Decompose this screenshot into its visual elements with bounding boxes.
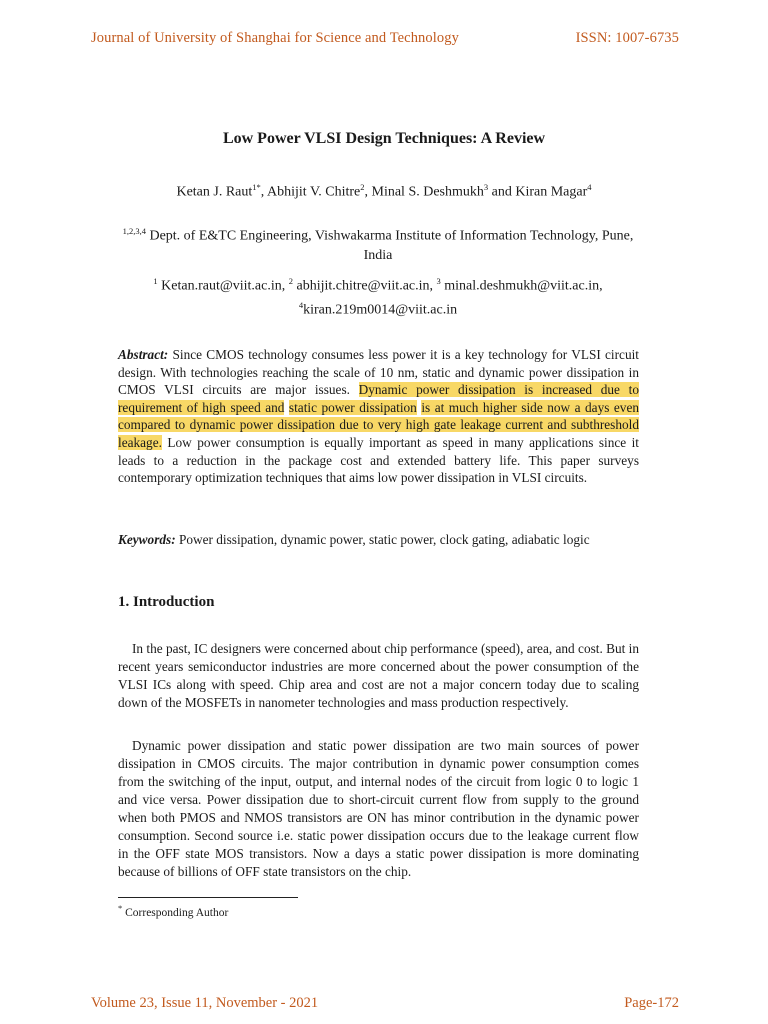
author-name: Ketan J. Raut <box>176 184 253 200</box>
paragraph: In the past, IC designers were concerned about chip performance (speed), area, and cost. But in recent years semiconductor industries are more concerned about the power consumption of the VLSI ICs along with speed. Chip area and cost are not a major concern today due to scaling down of the MOSFETs in nanometer technologies and mass production respectively. <box>118 641 639 710</box>
highlighted-text: Dynamic power dissipation is increased due to requirement of high speed and <box>118 382 639 415</box>
affiliation <box>118 222 638 265</box>
email: abhijit.chitre@viit.ac.in, <box>292 278 437 294</box>
footnote-sup: * <box>118 903 123 913</box>
email: kiran.219m0014@viit.ac.in <box>303 302 458 318</box>
abstract-text: Low power consumption is equally important as speed in many applications since it leads to a reduction in the package cost and extended battery life. This paper surveys contemporary optimization techniques that aims low power dissipation in VLSI circuits. <box>118 434 639 486</box>
affiliation-sup: 1,2,3,4 <box>122 226 146 236</box>
email-sup: 2 <box>288 276 293 286</box>
abstract <box>118 346 639 487</box>
footnote-text: Corresponding Author <box>122 906 229 919</box>
author-name: and Kiran Magar <box>488 184 588 200</box>
keywords-text: Power dissipation, dynamic power, static power, clock gating, adiabatic logic <box>175 532 590 547</box>
footnote-divider <box>118 897 298 898</box>
page-number: Page-172 <box>624 995 679 1011</box>
section-heading: 1. Introduction <box>118 594 215 610</box>
footnote <box>118 903 228 919</box>
author-list <box>0 182 768 201</box>
affiliation-text: Dept. of E&TC Engineering, Vishwakarma Institute of Information Technology, Pune, India <box>145 228 634 263</box>
highlighted-text: is at much higher side now a days even compared to dynamic power dissipation due to very high gate leakage current and subthreshold leakage. <box>118 399 639 450</box>
author-sup: 1* <box>252 182 261 192</box>
email-sup: 3 <box>436 276 441 286</box>
author-sup: 4 <box>587 182 592 192</box>
volume-info: Volume 23, Issue 11, November - 2021 <box>91 995 319 1011</box>
paragraph: Dynamic power dissipation and static power dissipation are two main sources of power dissipation in CMOS circuits. The major contribution in dynamic power consumption comes from the switching of the input, output, and internal nodes of the circuit from logic 0 to logic 1 and vice versa. Power dissipation due to short-circuit current flow from supply to the ground when both PMOS and NMOS transistors are ON has minor contribution in the dynamic power consumption. Second source i.e. static power dissipation occurs due to the leakage current flow in the OFF state MOS transistors. Now a days a static power dissipation is more dominating because of billions of OFF state transistors on the chip. <box>118 738 639 879</box>
email-sup: 4 <box>298 299 304 310</box>
email-sup: 1 <box>153 276 158 286</box>
email: Ketan.raut@viit.ac.in, <box>157 278 289 294</box>
paper-title: Low Power VLSI Design Techniques: A Review <box>222 130 546 147</box>
author-sup: 3 <box>483 182 489 192</box>
abstract-text: Since CMOS technology consumes less power it is a key technology for VLSI circuit design. With technologies reaching the scale of 10 nm, static and dynamic power dissipation in CMOS VLSI circuits are major issues. <box>118 347 639 398</box>
keywords-label: Keywords: <box>118 532 176 547</box>
highlighted-text: static power dissipation <box>288 399 417 415</box>
author-emails <box>118 272 638 319</box>
issn: ISSN: 1007-6735 <box>575 30 679 46</box>
author-name: , Abhijit V. Chitre <box>260 184 361 200</box>
abstract-label: Abstract: <box>118 347 169 362</box>
email: minal.deshmukh@viit.ac.in, <box>440 278 603 294</box>
journal-name: Journal of University of Shanghai for Science and Technology <box>91 30 459 46</box>
keywords <box>118 532 639 548</box>
author-sup: 2 <box>360 182 365 192</box>
author-name: , Minal S. Deshmukh <box>364 184 484 200</box>
